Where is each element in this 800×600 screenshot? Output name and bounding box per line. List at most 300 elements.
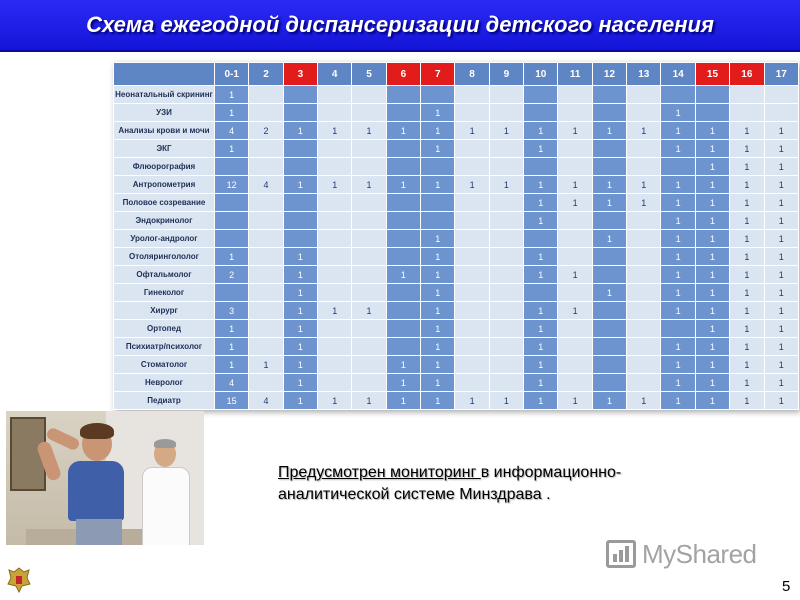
table-row bbox=[114, 230, 799, 248]
table-row bbox=[114, 176, 799, 194]
table-cell bbox=[249, 86, 283, 104]
table-cell bbox=[455, 248, 489, 266]
column-header-4: 4 bbox=[318, 63, 352, 86]
table-cell: 1 bbox=[215, 356, 249, 374]
table-cell: 1 bbox=[283, 122, 317, 140]
table-cell: 1 bbox=[661, 302, 695, 320]
table-cell: 1 bbox=[764, 230, 799, 248]
column-header-0-1: 0-1 bbox=[215, 63, 249, 86]
table-cell: 1 bbox=[627, 392, 661, 410]
table-cell: 1 bbox=[489, 122, 523, 140]
table-cell bbox=[627, 356, 661, 374]
table-cell: 1 bbox=[764, 176, 799, 194]
table-cell: 1 bbox=[318, 302, 352, 320]
table-cell bbox=[455, 194, 489, 212]
table-cell bbox=[627, 320, 661, 338]
table-cell: 1 bbox=[524, 320, 558, 338]
table-cell bbox=[386, 230, 420, 248]
table-cell bbox=[318, 338, 352, 356]
table-cell bbox=[627, 248, 661, 266]
column-header-17: 17 bbox=[764, 63, 799, 86]
table-cell: 1 bbox=[352, 302, 386, 320]
table-cell bbox=[421, 194, 455, 212]
table-cell: 1 bbox=[661, 374, 695, 392]
row-label: Гинеколог bbox=[114, 284, 215, 302]
row-label: Стоматолог bbox=[114, 356, 215, 374]
table-cell bbox=[249, 140, 283, 158]
table-cell bbox=[455, 266, 489, 284]
table-cell bbox=[352, 158, 386, 176]
table-cell: 1 bbox=[283, 374, 317, 392]
table-cell bbox=[352, 86, 386, 104]
table-cell bbox=[249, 266, 283, 284]
table-cell: 1 bbox=[592, 392, 626, 410]
table-cell: 1 bbox=[215, 248, 249, 266]
table-cell bbox=[730, 104, 764, 122]
table-cell bbox=[283, 158, 317, 176]
table-cell: 1 bbox=[421, 230, 455, 248]
table-cell bbox=[386, 158, 420, 176]
table-cell: 1 bbox=[730, 302, 764, 320]
table-cell: 1 bbox=[764, 338, 799, 356]
table-cell bbox=[283, 140, 317, 158]
table-cell: 1 bbox=[558, 392, 592, 410]
table-cell: 1 bbox=[524, 140, 558, 158]
table-cell: 1 bbox=[386, 122, 420, 140]
table-cell: 1 bbox=[661, 248, 695, 266]
table-cell: 1 bbox=[283, 392, 317, 410]
table-cell: 1 bbox=[764, 122, 799, 140]
table-cell bbox=[249, 284, 283, 302]
table-cell: 1 bbox=[730, 392, 764, 410]
table-cell bbox=[489, 158, 523, 176]
table-cell bbox=[627, 140, 661, 158]
column-header-3: 3 bbox=[283, 63, 317, 86]
table-cell: 1 bbox=[524, 392, 558, 410]
column-header-12: 12 bbox=[592, 63, 626, 86]
table-cell bbox=[455, 284, 489, 302]
column-header-6: 6 bbox=[386, 63, 420, 86]
table-cell: 1 bbox=[764, 356, 799, 374]
table-cell bbox=[283, 86, 317, 104]
row-label: Психиатр/психолог bbox=[114, 338, 215, 356]
row-label: Отолярингололог bbox=[114, 248, 215, 266]
table-cell bbox=[352, 284, 386, 302]
table-cell: 1 bbox=[215, 86, 249, 104]
table-cell bbox=[352, 248, 386, 266]
table-cell: 1 bbox=[627, 194, 661, 212]
table-row bbox=[114, 86, 799, 104]
column-header-14: 14 bbox=[661, 63, 695, 86]
table-cell bbox=[386, 302, 420, 320]
boy-legs bbox=[76, 519, 122, 545]
row-label: Неонатальный скрининг bbox=[114, 86, 215, 104]
table-cell: 1 bbox=[764, 302, 799, 320]
table-cell: 1 bbox=[695, 356, 729, 374]
table-cell: 1 bbox=[695, 230, 729, 248]
table-cell bbox=[627, 86, 661, 104]
table-cell: 4 bbox=[249, 392, 283, 410]
table-cell bbox=[489, 194, 523, 212]
table-cell bbox=[318, 356, 352, 374]
table-cell bbox=[249, 302, 283, 320]
table-cell bbox=[627, 284, 661, 302]
table-cell bbox=[524, 86, 558, 104]
table-cell: 1 bbox=[592, 284, 626, 302]
table-cell bbox=[592, 140, 626, 158]
table-cell bbox=[592, 212, 626, 230]
table-cell bbox=[283, 230, 317, 248]
table-cell bbox=[764, 104, 799, 122]
table-cell: 1 bbox=[661, 356, 695, 374]
table-cell: 1 bbox=[764, 194, 799, 212]
table-cell bbox=[283, 212, 317, 230]
table-cell: 1 bbox=[730, 284, 764, 302]
table-cell bbox=[352, 320, 386, 338]
column-header-7: 7 bbox=[421, 63, 455, 86]
table-cell: 1 bbox=[421, 104, 455, 122]
table-cell bbox=[661, 86, 695, 104]
row-label: Педиатр bbox=[114, 392, 215, 410]
table-cell bbox=[249, 194, 283, 212]
table-cell: 1 bbox=[283, 356, 317, 374]
table-cell bbox=[592, 248, 626, 266]
table-cell: 1 bbox=[695, 302, 729, 320]
table-cell bbox=[215, 194, 249, 212]
table-cell bbox=[352, 194, 386, 212]
table-cell bbox=[558, 104, 592, 122]
table-cell bbox=[318, 284, 352, 302]
table-cell bbox=[489, 284, 523, 302]
table-cell: 1 bbox=[386, 356, 420, 374]
table-row bbox=[114, 122, 799, 140]
table-cell bbox=[489, 356, 523, 374]
table-cell: 1 bbox=[592, 176, 626, 194]
table-cell: 1 bbox=[352, 392, 386, 410]
table-cell: 1 bbox=[695, 392, 729, 410]
table-cell bbox=[283, 104, 317, 122]
table-cell: 4 bbox=[215, 374, 249, 392]
table-cell: 3 bbox=[215, 302, 249, 320]
table-cell: 1 bbox=[421, 302, 455, 320]
table-cell: 1 bbox=[661, 284, 695, 302]
table-cell bbox=[215, 284, 249, 302]
table-cell bbox=[352, 356, 386, 374]
table-cell bbox=[455, 230, 489, 248]
table-cell bbox=[421, 158, 455, 176]
table-cell: 1 bbox=[661, 104, 695, 122]
table-cell: 1 bbox=[421, 320, 455, 338]
table-cell: 1 bbox=[695, 212, 729, 230]
row-label: Анализы крови и мочи bbox=[114, 122, 215, 140]
row-label: Уролог-андролог bbox=[114, 230, 215, 248]
table-cell: 1 bbox=[592, 122, 626, 140]
table-cell: 1 bbox=[730, 248, 764, 266]
boy-with-doctor-photo bbox=[6, 411, 204, 545]
table-cell bbox=[558, 212, 592, 230]
table-cell: 1 bbox=[695, 320, 729, 338]
table-cell: 1 bbox=[764, 320, 799, 338]
row-label: Ортопед bbox=[114, 320, 215, 338]
table-cell bbox=[558, 284, 592, 302]
table-cell bbox=[352, 230, 386, 248]
coat-of-arms-icon bbox=[6, 566, 32, 594]
table-cell bbox=[318, 212, 352, 230]
table-row bbox=[114, 374, 799, 392]
table-cell: 1 bbox=[730, 176, 764, 194]
table-cell: 1 bbox=[524, 266, 558, 284]
table-cell bbox=[386, 212, 420, 230]
row-label: Эндокринолог bbox=[114, 212, 215, 230]
doctor-hair bbox=[154, 439, 176, 448]
row-label: Офтальмолог bbox=[114, 266, 215, 284]
table-cell: 1 bbox=[661, 176, 695, 194]
table-cell: 1 bbox=[764, 392, 799, 410]
table-cell bbox=[318, 320, 352, 338]
table-body bbox=[114, 86, 799, 410]
table-cell bbox=[489, 266, 523, 284]
table-cell bbox=[627, 266, 661, 284]
table-cell bbox=[695, 86, 729, 104]
table-cell: 1 bbox=[764, 140, 799, 158]
table-cell: 1 bbox=[215, 140, 249, 158]
table-cell: 1 bbox=[558, 266, 592, 284]
table-cell: 1 bbox=[627, 122, 661, 140]
monitoring-notice bbox=[278, 462, 728, 506]
table-cell bbox=[558, 320, 592, 338]
table-cell bbox=[524, 284, 558, 302]
table-cell: 1 bbox=[283, 176, 317, 194]
table-cell: 1 bbox=[695, 248, 729, 266]
table-cell bbox=[592, 104, 626, 122]
column-header-5: 5 bbox=[352, 63, 386, 86]
table-cell bbox=[489, 212, 523, 230]
column-header-8: 8 bbox=[455, 63, 489, 86]
row-label: Флюорография bbox=[114, 158, 215, 176]
table-cell bbox=[249, 212, 283, 230]
table-cell bbox=[558, 230, 592, 248]
table-cell: 1 bbox=[695, 266, 729, 284]
table-cell: 1 bbox=[730, 194, 764, 212]
table-cell: 1 bbox=[524, 356, 558, 374]
table-cell bbox=[318, 248, 352, 266]
table-cell bbox=[592, 86, 626, 104]
table-cell: 1 bbox=[283, 248, 317, 266]
row-label: Невролог bbox=[114, 374, 215, 392]
table-cell: 1 bbox=[730, 320, 764, 338]
table-cell bbox=[455, 104, 489, 122]
table-cell: 1 bbox=[455, 176, 489, 194]
table-cell: 1 bbox=[421, 392, 455, 410]
table-cell bbox=[249, 248, 283, 266]
table-cell: 1 bbox=[730, 230, 764, 248]
table-row bbox=[114, 392, 799, 410]
table-cell bbox=[421, 212, 455, 230]
table-cell: 2 bbox=[249, 122, 283, 140]
table-cell bbox=[386, 104, 420, 122]
page-title: Схема ежегодной диспансеризации детского населения bbox=[86, 12, 714, 37]
table-cell: 1 bbox=[627, 176, 661, 194]
presentation-chart-icon bbox=[606, 540, 636, 568]
table-cell: 1 bbox=[283, 284, 317, 302]
table-cell: 1 bbox=[524, 302, 558, 320]
table-cell: 1 bbox=[695, 158, 729, 176]
table-cell: 1 bbox=[489, 392, 523, 410]
table-cell bbox=[524, 158, 558, 176]
table-cell bbox=[558, 248, 592, 266]
table-cell: 1 bbox=[764, 248, 799, 266]
table-cell bbox=[318, 104, 352, 122]
page-number: 5 bbox=[782, 578, 791, 595]
column-header-9: 9 bbox=[489, 63, 523, 86]
table-cell bbox=[352, 140, 386, 158]
table-cell: 1 bbox=[352, 176, 386, 194]
table-cell bbox=[524, 104, 558, 122]
column-header-13: 13 bbox=[627, 63, 661, 86]
table-cell: 1 bbox=[249, 356, 283, 374]
table-row bbox=[114, 140, 799, 158]
table-cell: 1 bbox=[421, 140, 455, 158]
table-cell: 1 bbox=[386, 176, 420, 194]
table-row bbox=[114, 104, 799, 122]
table-cell: 1 bbox=[695, 284, 729, 302]
table-cell: 1 bbox=[661, 338, 695, 356]
table-cell: 1 bbox=[421, 284, 455, 302]
table-cell: 1 bbox=[661, 140, 695, 158]
table-cell bbox=[283, 194, 317, 212]
table-cell: 1 bbox=[489, 176, 523, 194]
table-cell: 1 bbox=[764, 158, 799, 176]
table-cell bbox=[489, 86, 523, 104]
table-cell bbox=[215, 230, 249, 248]
table-cell bbox=[352, 266, 386, 284]
table-cell: 1 bbox=[524, 338, 558, 356]
schedule-table-container bbox=[113, 62, 799, 410]
table-cell bbox=[627, 158, 661, 176]
table-cell bbox=[489, 248, 523, 266]
table-cell bbox=[249, 338, 283, 356]
table-cell: 4 bbox=[249, 176, 283, 194]
table-cell: 1 bbox=[695, 374, 729, 392]
table-cell: 1 bbox=[524, 374, 558, 392]
table-cell bbox=[249, 230, 283, 248]
table-cell: 1 bbox=[558, 194, 592, 212]
table-cell: 1 bbox=[592, 194, 626, 212]
row-label: ЭКГ bbox=[114, 140, 215, 158]
watermark-text: MyShared bbox=[642, 538, 757, 569]
table-cell bbox=[455, 302, 489, 320]
table-cell bbox=[558, 86, 592, 104]
table-cell: 1 bbox=[661, 212, 695, 230]
table-cell bbox=[386, 338, 420, 356]
table-cell: 1 bbox=[730, 140, 764, 158]
table-cell: 1 bbox=[730, 338, 764, 356]
doctor-coat bbox=[142, 467, 190, 545]
table-cell bbox=[455, 86, 489, 104]
boy-hair bbox=[80, 423, 114, 439]
table-cell bbox=[661, 320, 695, 338]
table-cell bbox=[627, 374, 661, 392]
table-cell bbox=[592, 266, 626, 284]
table-cell bbox=[215, 212, 249, 230]
table-cell bbox=[489, 320, 523, 338]
table-cell bbox=[352, 212, 386, 230]
column-header-11: 11 bbox=[558, 63, 592, 86]
table-cell: 1 bbox=[764, 212, 799, 230]
table-cell: 1 bbox=[283, 338, 317, 356]
table-cell bbox=[455, 140, 489, 158]
table-cell: 1 bbox=[695, 176, 729, 194]
column-header-10: 10 bbox=[524, 63, 558, 86]
myshared-watermark bbox=[606, 536, 757, 572]
table-cell: 1 bbox=[215, 320, 249, 338]
table-row bbox=[114, 284, 799, 302]
table-cell bbox=[249, 158, 283, 176]
table-cell: 1 bbox=[283, 302, 317, 320]
table-cell: 1 bbox=[730, 158, 764, 176]
table-cell bbox=[386, 284, 420, 302]
table-cell bbox=[455, 158, 489, 176]
table-cell bbox=[558, 338, 592, 356]
table-cell: 1 bbox=[695, 194, 729, 212]
table-cell bbox=[524, 230, 558, 248]
table-cell: 1 bbox=[558, 176, 592, 194]
table-cell bbox=[352, 338, 386, 356]
table-cell bbox=[592, 320, 626, 338]
table-cell: 1 bbox=[455, 392, 489, 410]
table-cell: 1 bbox=[318, 122, 352, 140]
table-cell bbox=[249, 104, 283, 122]
table-cell: 1 bbox=[455, 122, 489, 140]
table-cell bbox=[489, 230, 523, 248]
table-cell: 1 bbox=[558, 122, 592, 140]
table-cell bbox=[627, 338, 661, 356]
table-cell bbox=[455, 356, 489, 374]
table-cell bbox=[489, 140, 523, 158]
table-cell: 1 bbox=[386, 266, 420, 284]
table-cell bbox=[455, 212, 489, 230]
table-cell bbox=[249, 320, 283, 338]
table-cell: 1 bbox=[524, 122, 558, 140]
table-cell bbox=[592, 356, 626, 374]
table-cell bbox=[455, 338, 489, 356]
table-cell bbox=[627, 104, 661, 122]
table-row bbox=[114, 212, 799, 230]
table-cell bbox=[215, 158, 249, 176]
table-cell bbox=[489, 338, 523, 356]
table-cell bbox=[318, 230, 352, 248]
table-cell bbox=[386, 194, 420, 212]
row-label: Половое созревание bbox=[114, 194, 215, 212]
table-cell bbox=[386, 86, 420, 104]
table-cell bbox=[730, 86, 764, 104]
table-row bbox=[114, 194, 799, 212]
table-cell bbox=[592, 338, 626, 356]
table-cell bbox=[558, 374, 592, 392]
table-cell: 1 bbox=[524, 212, 558, 230]
table-cell bbox=[558, 356, 592, 374]
table-cell: 1 bbox=[695, 140, 729, 158]
table-cell bbox=[318, 86, 352, 104]
table-cell bbox=[352, 374, 386, 392]
table-cell: 1 bbox=[421, 266, 455, 284]
table-cell: 1 bbox=[695, 122, 729, 140]
table-cell bbox=[386, 248, 420, 266]
table-cell bbox=[352, 104, 386, 122]
column-header-2: 2 bbox=[249, 63, 283, 86]
table-cell bbox=[661, 158, 695, 176]
table-cell: 1 bbox=[730, 212, 764, 230]
